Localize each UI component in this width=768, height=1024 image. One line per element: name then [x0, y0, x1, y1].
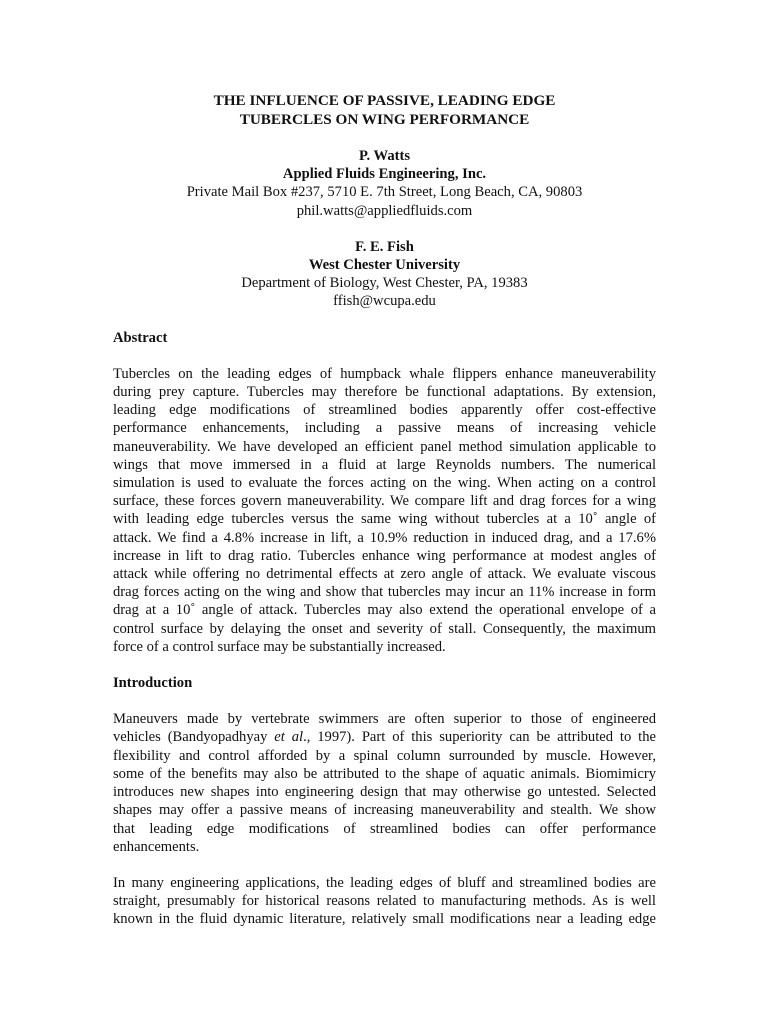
text-line: drag forces acting on the wing and show that tubercles may incur an 11% increase in form: [113, 584, 656, 601]
author-block-1: [113, 147, 656, 220]
text-line: Maneuvers made by vertebrate swimmers are often superior to those of engineered: [113, 711, 656, 728]
introduction-paragraph-2: [113, 874, 656, 929]
text-line: flexibility and control afforded by a spinal column surrounded by muscle. However,: [113, 747, 656, 764]
citation-suffix: ., 1997). Part of this superiority can be attributed to the: [303, 729, 656, 746]
text-line: attack. We find a 4.8% increase in lift, a 10.9% reduction in induced drag, and a 17.6%: [113, 529, 656, 546]
text-line: simulation is used to evaluate the forces acting on the wing. When acting on a control: [113, 475, 656, 492]
text-line: maneuverability. We have developed an efficient panel method simulation applicable to: [113, 438, 656, 455]
text-line: some of the benefits may also be attributed to the shape of aquatic animals. Biomimicry: [113, 765, 656, 782]
author-affiliation: West Chester University: [308, 257, 461, 274]
author-block-2: [113, 238, 656, 311]
text-line: attack while offering no detrimental effects at zero angle of attack. We evaluate viscous: [113, 566, 656, 583]
text-line: leading edge modifications of streamlined bodies apparently offer cost-effective: [113, 402, 656, 419]
text-line: that leading edge modifications of streamlined bodies can offer performance: [113, 820, 656, 837]
text-line: Tubercles on the leading edges of humpback whale flippers enhance maneuverability: [113, 365, 656, 382]
introduction-paragraph-1: [113, 710, 656, 856]
paper-page: [113, 92, 656, 929]
text-line: drag at a 10˚ angle of attack. Tubercles may also extend the operational envelope of a: [113, 602, 656, 619]
title-line-2: TUBERCLES ON WING PERFORMANCE: [239, 110, 530, 128]
text-line: surface, these forces govern maneuverability. We compare lift and drag forces for a wing: [113, 493, 656, 510]
abstract-heading: Abstract: [113, 329, 168, 346]
author-name: P. Watts: [358, 148, 411, 164]
author-email: ffish@wcupa.edu: [333, 293, 436, 310]
text-line: during prey capture. Tubercles may therefore be functional adaptations. By extension,: [113, 384, 656, 401]
author-name: F. E. Fish: [355, 238, 414, 255]
paper-title: [113, 92, 656, 129]
author-address: Department of Biology, West Chester, PA, 19383: [241, 275, 528, 292]
text-line: straight, presumably for historical reasons related to manufacturing methods. As is well: [113, 893, 656, 910]
text-line: performance enhancements, including a passive means of increasing vehicle: [113, 420, 656, 437]
text-line: wings that move immersed in a fluid at large Reynolds numbers. The numerical: [113, 456, 656, 473]
text-line: shapes may offer a passive means of increasing maneuverability and stealth. We show: [113, 802, 656, 819]
text-line: control surface by delaying the onset and severity of stall. Consequently, the maximum: [113, 620, 656, 637]
text-line: enhancements.: [113, 838, 200, 855]
introduction-heading: Introduction: [113, 675, 193, 692]
title-line-1: THE INFLUENCE OF PASSIVE, LEADING EDGE: [213, 92, 556, 109]
abstract-paragraph: [113, 365, 656, 656]
text-line: increase in lift to drag ratio. Tubercles enhance wing performance at modest angles of: [113, 547, 656, 564]
text-line: force of a control surface may be substantially increased.: [113, 638, 446, 655]
citation-prefix: vehicles (Bandyopadhyay: [113, 729, 275, 746]
text-line: introduces new shapes into engineering design that may otherwise go untested. Selected: [113, 784, 656, 801]
citation-et-al: et al: [274, 729, 304, 746]
author-affiliation: Applied Fluids Engineering, Inc.: [282, 166, 487, 183]
author-address: Private Mail Box #237, 5710 E. 7th Street, Long Beach, CA, 90803: [186, 184, 583, 201]
text-line-with-citation: [113, 728, 656, 746]
text-line: known in the fluid dynamic literature, relatively small modifications near a leading edge: [113, 911, 656, 928]
author-email: phil.watts@appliedfluids.com: [296, 202, 473, 219]
text-line: In many engineering applications, the leading edges of bluff and streamlined bodies are: [113, 874, 656, 891]
text-line: with leading edge tubercles versus the same wing without tubercles at a 10˚ angle of: [113, 511, 656, 528]
